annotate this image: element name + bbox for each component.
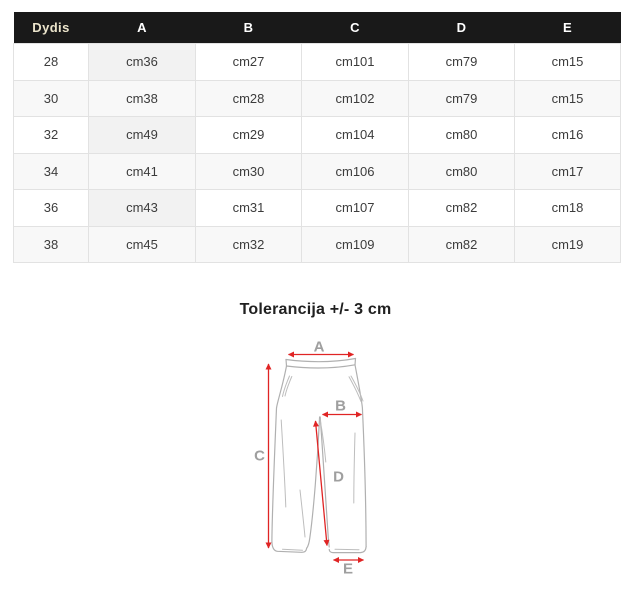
measurement-cell: cm36 xyxy=(89,44,196,81)
measurement-cell: cm15 xyxy=(515,44,621,81)
measurement-cell: cm43 xyxy=(89,190,196,227)
diagram-label-a: A xyxy=(313,338,325,356)
measurement-cell: cm101 xyxy=(302,44,409,81)
measurement-cell: cm16 xyxy=(515,117,621,154)
table-row xyxy=(14,153,621,190)
table-row xyxy=(14,117,621,154)
measurement-cell: cm102 xyxy=(302,80,409,117)
column-header-a: A xyxy=(89,12,196,44)
measurement-cell: cm107 xyxy=(302,190,409,227)
measurement-cell: cm82 xyxy=(409,190,515,227)
measurement-cell: cm38 xyxy=(89,80,196,117)
measurement-cell: cm109 xyxy=(302,226,409,263)
measurement-cell: cm80 xyxy=(409,117,515,154)
size-cell: 32 xyxy=(14,117,89,154)
measurement-cell: cm32 xyxy=(196,226,302,263)
measurement-cell: cm27 xyxy=(196,44,302,81)
measurement-cell: cm80 xyxy=(409,153,515,190)
column-header-e: E xyxy=(515,12,621,44)
measurement-cell: cm82 xyxy=(409,226,515,263)
diagram-label-e: E xyxy=(342,560,354,578)
diagram-label-d: D xyxy=(333,468,344,486)
pants-measurement-diagram xyxy=(225,330,435,589)
size-cell: 34 xyxy=(14,153,89,190)
column-header-dydis: Dydis xyxy=(14,12,89,44)
measurement-cell: cm45 xyxy=(89,226,196,263)
measurement-cell: cm15 xyxy=(515,80,621,117)
size-cell: 38 xyxy=(14,226,89,263)
size-chart-table xyxy=(13,12,621,263)
measurement-cell: cm18 xyxy=(515,190,621,227)
measurement-cell: cm79 xyxy=(409,44,515,81)
table-row xyxy=(14,226,621,263)
size-cell: 28 xyxy=(14,44,89,81)
measurement-cell: cm49 xyxy=(89,117,196,154)
table-row xyxy=(14,190,621,227)
size-cell: 30 xyxy=(14,80,89,117)
measurement-cell: cm28 xyxy=(196,80,302,117)
size-cell: 36 xyxy=(14,190,89,227)
measurement-cell: cm104 xyxy=(302,117,409,154)
measurement-cell: cm30 xyxy=(196,153,302,190)
measurement-cell: cm106 xyxy=(302,153,409,190)
measurement-cell: cm19 xyxy=(515,226,621,263)
measurement-cell: cm31 xyxy=(196,190,302,227)
column-header-d: D xyxy=(409,12,515,44)
column-header-c: C xyxy=(302,12,409,44)
measurement-cell: cm29 xyxy=(196,117,302,154)
measurement-cell: cm17 xyxy=(515,153,621,190)
diagram-label-b: B xyxy=(335,397,346,415)
tolerance-note: Tolerancija +/- 3 cm xyxy=(239,301,392,318)
diagram-label-c: C xyxy=(254,447,265,465)
measurement-cell: cm79 xyxy=(409,80,515,117)
measurement-cell: cm41 xyxy=(89,153,196,190)
column-header-b: B xyxy=(196,12,302,44)
table-row xyxy=(14,44,621,81)
table-row xyxy=(14,80,621,117)
table-header-row xyxy=(14,12,621,44)
